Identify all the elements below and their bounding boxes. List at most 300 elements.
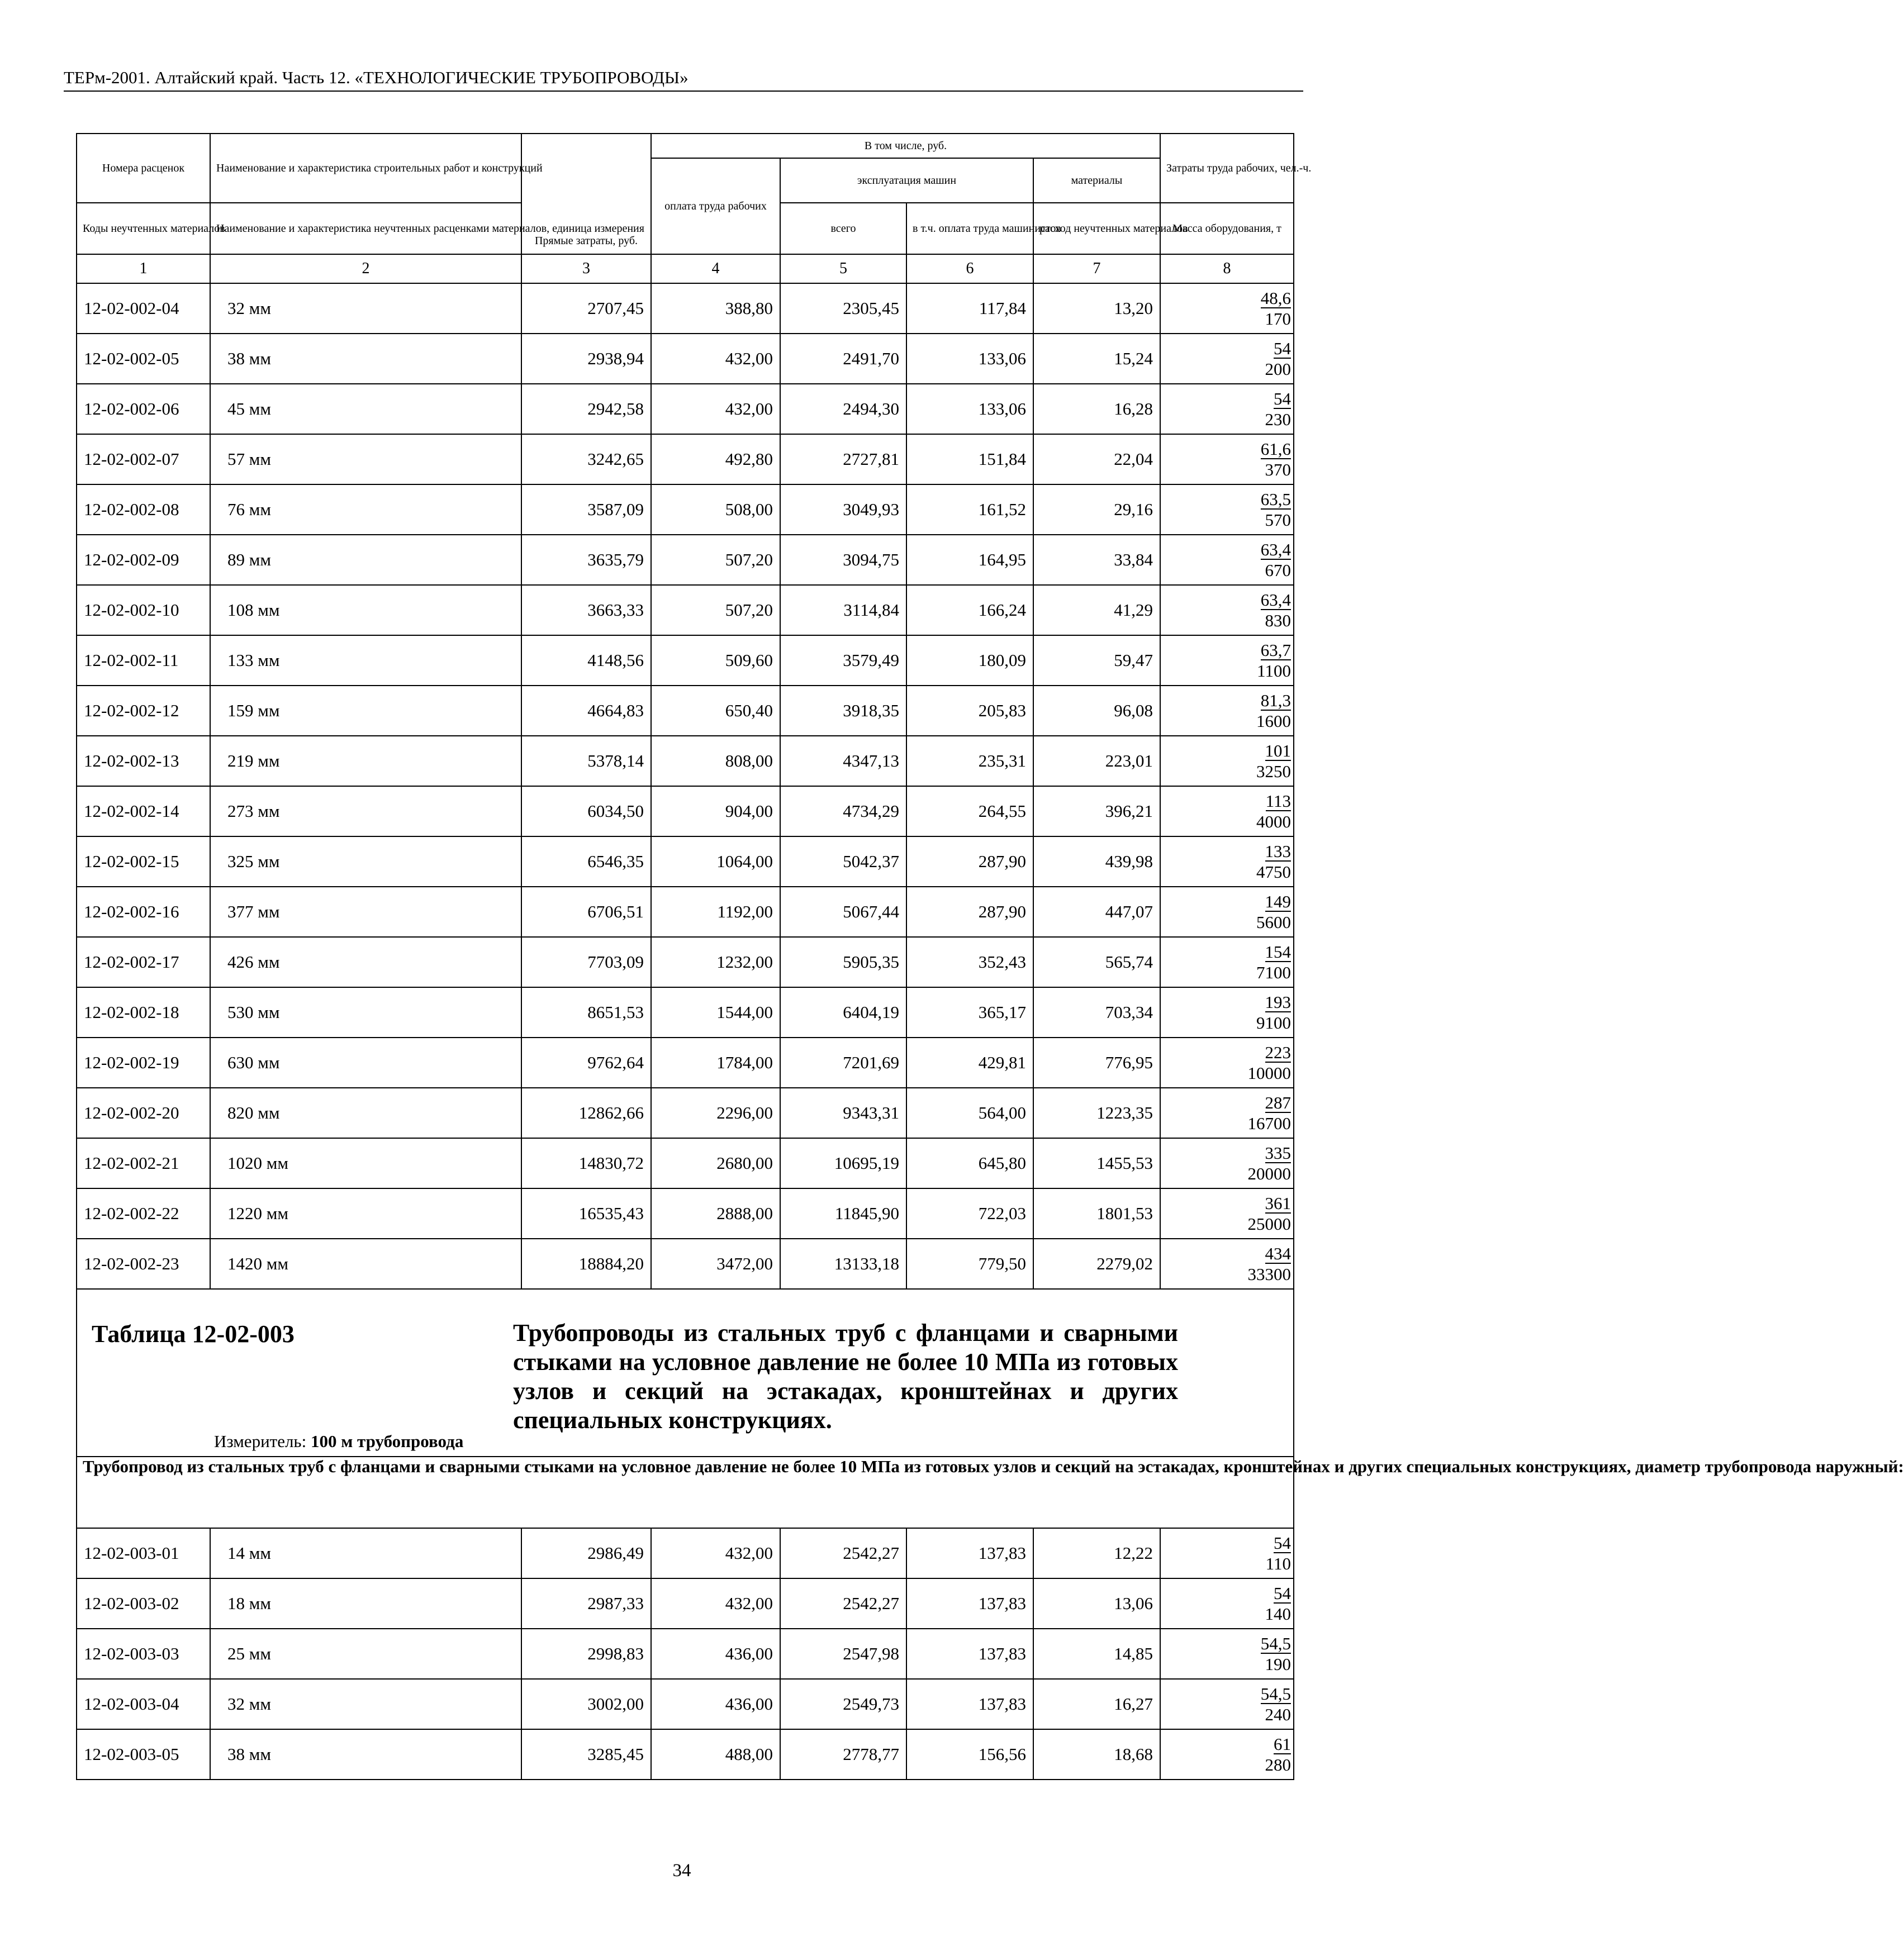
rate-code: 12-02-003-04 [77, 1679, 210, 1729]
operators-cost: 722,03 [906, 1188, 1033, 1239]
machines-cost: 11845,90 [780, 1188, 906, 1239]
table-row [77, 1679, 1294, 1729]
materials-cost: 439,98 [1033, 836, 1160, 887]
operators-cost: 235,31 [906, 736, 1033, 786]
header-col6: в т.ч. оплата труда машинистов [906, 203, 1033, 254]
labor-cost: 508,00 [651, 484, 780, 535]
labor-hours: 54 [1274, 389, 1291, 408]
labor-cost: 650,40 [651, 686, 780, 736]
materials-cost: 447,07 [1033, 887, 1160, 937]
labor-mass-fraction [1261, 491, 1291, 529]
labor-hours: 223 [1265, 1043, 1291, 1062]
labor-mass-cell [1160, 484, 1294, 535]
section-description-row [77, 1457, 1294, 1528]
work-name: 820 мм [210, 1088, 521, 1138]
work-name: 14 мм [210, 1528, 521, 1578]
machines-cost: 3049,93 [780, 484, 906, 535]
labor-mass-fraction [1256, 993, 1291, 1031]
labor-mass-fraction [1248, 1144, 1292, 1182]
labor-cost: 432,00 [651, 1578, 780, 1629]
column-numbers-row [77, 254, 1294, 283]
direct-cost: 2707,45 [521, 283, 651, 334]
labor-cost: 436,00 [651, 1679, 780, 1729]
materials-cost: 223,01 [1033, 736, 1160, 786]
labor-mass-cell [1160, 384, 1294, 434]
labor-mass-cell [1160, 937, 1294, 987]
labor-mass-fraction [1248, 1195, 1292, 1233]
labor-mass-cell [1160, 1138, 1294, 1188]
materials-cost: 776,95 [1033, 1038, 1160, 1088]
table-row [77, 1088, 1294, 1138]
operators-cost: 137,83 [906, 1528, 1033, 1578]
labor-mass-cell [1160, 1088, 1294, 1138]
labor-mass-fraction [1248, 1094, 1292, 1132]
labor-cost: 507,20 [651, 535, 780, 585]
equipment-mass: 16700 [1247, 1114, 1291, 1133]
operators-cost: 264,55 [906, 786, 1033, 836]
header-col2-bottom: Наименование и характеристика неучтенных расценками материалов, единица измерения [210, 203, 521, 254]
labor-hours: 149 [1265, 892, 1291, 911]
table-row [77, 1239, 1294, 1289]
rate-code: 12-02-002-18 [77, 987, 210, 1038]
materials-cost: 16,27 [1033, 1679, 1160, 1729]
machines-cost: 7201,69 [780, 1038, 906, 1088]
section-unit-value: 100 м трубопровода [310, 1431, 464, 1451]
labor-mass-cell [1160, 836, 1294, 887]
operators-cost: 287,90 [906, 887, 1033, 937]
materials-cost: 703,34 [1033, 987, 1160, 1038]
labor-mass-cell [1160, 1629, 1294, 1679]
machines-cost: 3094,75 [780, 535, 906, 585]
machines-cost: 2542,27 [780, 1528, 906, 1578]
labor-cost: 2680,00 [651, 1138, 780, 1188]
labor-mass-fraction [1261, 1685, 1291, 1723]
labor-mass-fraction [1266, 1534, 1291, 1572]
equipment-mass: 5600 [1256, 912, 1291, 932]
operators-cost: 205,83 [906, 686, 1033, 736]
labor-mass-fraction [1261, 541, 1291, 579]
column-number: 4 [651, 254, 780, 283]
operators-cost: 352,43 [906, 937, 1033, 987]
table-row [77, 334, 1294, 384]
operators-cost: 133,06 [906, 384, 1033, 434]
labor-hours: 61,6 [1260, 439, 1291, 459]
table-row [77, 887, 1294, 937]
table-row [77, 484, 1294, 535]
operators-cost: 117,84 [906, 283, 1033, 334]
labor-mass-cell [1160, 334, 1294, 384]
labor-mass-fraction [1261, 289, 1291, 327]
machines-cost: 2491,70 [780, 334, 906, 384]
labor-hours: 54,5 [1260, 1634, 1291, 1653]
machines-cost: 5905,35 [780, 937, 906, 987]
labor-mass-cell [1160, 283, 1294, 334]
labor-hours: 48,6 [1260, 288, 1291, 308]
labor-mass-fraction [1248, 1245, 1292, 1283]
equipment-mass: 200 [1265, 359, 1291, 379]
equipment-mass: 370 [1265, 460, 1291, 479]
labor-mass-cell [1160, 686, 1294, 736]
rate-code: 12-02-002-23 [77, 1239, 210, 1289]
column-number: 8 [1160, 254, 1294, 283]
machines-cost: 2542,27 [780, 1578, 906, 1629]
column-number: 3 [521, 254, 651, 283]
operators-cost: 365,17 [906, 987, 1033, 1038]
work-name: 45 мм [210, 384, 521, 434]
work-name: 32 мм [210, 283, 521, 334]
labor-hours: 63,5 [1260, 489, 1291, 509]
table-row [77, 283, 1294, 334]
header-row-1 [77, 134, 1294, 158]
rate-code: 12-02-002-08 [77, 484, 210, 535]
labor-hours: 54,5 [1260, 1684, 1291, 1704]
labor-hours: 193 [1265, 992, 1291, 1012]
labor-cost: 3472,00 [651, 1239, 780, 1289]
labor-mass-fraction [1261, 591, 1291, 629]
direct-cost: 7703,09 [521, 937, 651, 987]
labor-cost: 507,20 [651, 585, 780, 635]
table-row [77, 736, 1294, 786]
section-header [77, 1290, 1293, 1456]
operators-cost: 429,81 [906, 1038, 1033, 1088]
labor-cost: 436,00 [651, 1629, 780, 1679]
equipment-mass: 280 [1265, 1755, 1291, 1775]
machines-cost: 9343,31 [780, 1088, 906, 1138]
labor-mass-cell [1160, 585, 1294, 635]
table-row [77, 635, 1294, 686]
machines-cost: 3579,49 [780, 635, 906, 686]
labor-cost: 432,00 [651, 1528, 780, 1578]
table-row [77, 1729, 1294, 1780]
table-row [77, 836, 1294, 887]
equipment-mass: 9100 [1256, 1013, 1291, 1033]
labor-mass-fraction [1256, 943, 1291, 981]
operators-cost: 137,83 [906, 1578, 1033, 1629]
page-header-title: ТЕРм-2001. Алтайский край. Часть 12. «ТЕХНОЛОГИЧЕСКИЕ ТРУБОПРОВОДЫ» [64, 68, 689, 87]
machines-cost: 10695,19 [780, 1138, 906, 1188]
labor-hours: 63,4 [1260, 590, 1291, 610]
labor-cost: 1064,00 [651, 836, 780, 887]
materials-cost: 12,22 [1033, 1528, 1160, 1578]
table-row [77, 434, 1294, 484]
direct-cost: 16535,43 [521, 1188, 651, 1239]
rate-code: 12-02-003-03 [77, 1629, 210, 1679]
labor-mass-cell [1160, 1729, 1294, 1780]
equipment-mass: 670 [1265, 560, 1291, 580]
labor-cost: 432,00 [651, 384, 780, 434]
work-name: 530 мм [210, 987, 521, 1038]
equipment-mass: 830 [1265, 611, 1291, 630]
labor-cost: 1784,00 [651, 1038, 780, 1088]
equipment-mass: 140 [1265, 1604, 1291, 1624]
operators-cost: 151,84 [906, 434, 1033, 484]
labor-hours: 434 [1265, 1244, 1291, 1263]
rate-code: 12-02-002-10 [77, 585, 210, 635]
machines-cost: 6404,19 [780, 987, 906, 1038]
machines-cost: 3114,84 [780, 585, 906, 635]
rate-code: 12-02-002-04 [77, 283, 210, 334]
materials-cost: 14,85 [1033, 1629, 1160, 1679]
rate-code: 12-02-002-13 [77, 736, 210, 786]
labor-mass-cell [1160, 1038, 1294, 1088]
labor-mass-cell [1160, 1528, 1294, 1578]
labor-cost: 1544,00 [651, 987, 780, 1038]
table-row [77, 1629, 1294, 1679]
equipment-mass: 170 [1265, 309, 1291, 329]
machines-cost: 5042,37 [780, 836, 906, 887]
machines-cost: 2549,73 [780, 1679, 906, 1729]
section-header-row [77, 1289, 1294, 1457]
work-name: 630 мм [210, 1038, 521, 1088]
labor-mass-fraction [1256, 843, 1291, 881]
equipment-mass: 25000 [1247, 1214, 1291, 1234]
machines-cost: 4347,13 [780, 736, 906, 786]
labor-mass-cell [1160, 786, 1294, 836]
labor-mass-fraction [1256, 692, 1291, 730]
machines-cost: 2305,45 [780, 283, 906, 334]
materials-cost: 13,20 [1033, 283, 1160, 334]
materials-cost: 1223,35 [1033, 1088, 1160, 1138]
materials-cost: 29,16 [1033, 484, 1160, 535]
direct-cost: 3587,09 [521, 484, 651, 535]
labor-mass-cell [1160, 535, 1294, 585]
labor-cost: 1192,00 [651, 887, 780, 937]
direct-cost: 2998,83 [521, 1629, 651, 1679]
operators-cost: 137,83 [906, 1679, 1033, 1729]
labor-mass-fraction [1261, 1635, 1291, 1673]
labor-cost: 509,60 [651, 635, 780, 686]
labor-cost: 808,00 [651, 736, 780, 786]
labor-hours: 113 [1265, 791, 1291, 811]
labor-hours: 63,4 [1260, 540, 1291, 559]
equipment-mass: 230 [1265, 410, 1291, 429]
labor-mass-cell [1160, 736, 1294, 786]
labor-mass-fraction [1257, 641, 1291, 679]
materials-cost: 13,06 [1033, 1578, 1160, 1629]
work-name: 38 мм [210, 334, 521, 384]
rate-code: 12-02-003-05 [77, 1729, 210, 1780]
header-col1-bottom: Коды неучтенных материалов [77, 203, 210, 254]
labor-hours: 54 [1274, 1533, 1291, 1553]
table-row [77, 1528, 1294, 1578]
materials-cost: 59,47 [1033, 635, 1160, 686]
direct-cost: 3002,00 [521, 1679, 651, 1729]
rate-code: 12-02-002-07 [77, 434, 210, 484]
direct-cost: 9762,64 [521, 1038, 651, 1088]
labor-hours: 133 [1265, 841, 1291, 861]
labor-cost: 2888,00 [651, 1188, 780, 1239]
labor-hours: 61 [1274, 1734, 1291, 1754]
labor-hours: 63,7 [1260, 640, 1291, 660]
equipment-mass: 4750 [1256, 862, 1291, 882]
materials-cost: 22,04 [1033, 434, 1160, 484]
direct-cost: 6706,51 [521, 887, 651, 937]
table-row [77, 987, 1294, 1038]
header-col8-top: Затраты труда рабочих, чел.-ч. [1160, 134, 1294, 203]
rates-table [76, 133, 1904, 1780]
table-row [77, 384, 1294, 434]
labor-hours: 154 [1265, 942, 1291, 962]
work-name: 25 мм [210, 1629, 521, 1679]
labor-mass-cell [1160, 635, 1294, 686]
work-name: 273 мм [210, 786, 521, 836]
direct-cost: 18884,20 [521, 1239, 651, 1289]
machines-cost: 13133,18 [780, 1239, 906, 1289]
direct-cost: 6034,50 [521, 786, 651, 836]
machines-cost: 2547,98 [780, 1629, 906, 1679]
equipment-mass: 33300 [1247, 1264, 1291, 1284]
labor-mass-fraction [1265, 1585, 1292, 1623]
section-description: Трубопровод из стальных труб с фланцами и сварными стыками на условное давление не более 10 МПа из готовых узлов и секций на эстакадах, кронштейнах и других специальных конструкциях, диаметр трубопровода наружный: [77, 1457, 1294, 1528]
work-name: 426 мм [210, 937, 521, 987]
equipment-mass: 20000 [1247, 1164, 1291, 1183]
materials-cost: 565,74 [1033, 937, 1160, 987]
labor-mass-cell [1160, 887, 1294, 937]
labor-hours: 101 [1265, 741, 1291, 760]
column-number: 5 [780, 254, 906, 283]
direct-cost: 2986,49 [521, 1528, 651, 1578]
machines-cost: 5067,44 [780, 887, 906, 937]
labor-cost: 388,80 [651, 283, 780, 334]
equipment-mass: 7100 [1256, 963, 1291, 982]
direct-cost: 5378,14 [521, 736, 651, 786]
labor-mass-fraction [1256, 893, 1291, 931]
labor-mass-cell [1160, 987, 1294, 1038]
operators-cost: 166,24 [906, 585, 1033, 635]
operators-cost: 564,00 [906, 1088, 1033, 1138]
equipment-mass: 4000 [1256, 812, 1291, 831]
table-row [77, 937, 1294, 987]
work-name: 57 мм [210, 434, 521, 484]
header-group-machines: эксплуатация машин [780, 158, 1033, 203]
labor-mass-fraction [1265, 340, 1292, 378]
header-col7-top: материалы [1033, 158, 1160, 203]
operators-cost: 645,80 [906, 1138, 1033, 1188]
table-row [77, 786, 1294, 836]
machines-cost: 2494,30 [780, 384, 906, 434]
rate-code: 12-02-002-09 [77, 535, 210, 585]
rate-code: 12-02-003-01 [77, 1528, 210, 1578]
operators-cost: 133,06 [906, 334, 1033, 384]
equipment-mass: 570 [1265, 510, 1291, 530]
labor-cost: 904,00 [651, 786, 780, 836]
table-row [77, 1138, 1294, 1188]
labor-hours: 81,3 [1260, 691, 1291, 710]
direct-cost: 3285,45 [521, 1729, 651, 1780]
rate-code: 12-02-002-20 [77, 1088, 210, 1138]
labor-cost: 2296,00 [651, 1088, 780, 1138]
table-row [77, 535, 1294, 585]
section-label: Таблица 12-02-003 [92, 1320, 295, 1348]
machines-cost: 2778,77 [780, 1729, 906, 1780]
header-col2-top: Наименование и характеристика строительных работ и конструкций [210, 134, 521, 203]
rate-code: 12-02-002-05 [77, 334, 210, 384]
equipment-mass: 110 [1265, 1554, 1291, 1573]
labor-hours: 361 [1265, 1193, 1291, 1213]
direct-cost: 3635,79 [521, 535, 651, 585]
work-name: 108 мм [210, 585, 521, 635]
work-name: 377 мм [210, 887, 521, 937]
page-header [64, 66, 1303, 92]
column-number: 6 [906, 254, 1033, 283]
materials-cost: 33,84 [1033, 535, 1160, 585]
labor-mass-cell [1160, 434, 1294, 484]
direct-cost: 3663,33 [521, 585, 651, 635]
work-name: 1020 мм [210, 1138, 521, 1188]
labor-hours: 287 [1265, 1093, 1291, 1112]
labor-cost: 488,00 [651, 1729, 780, 1780]
materials-cost: 16,28 [1033, 384, 1160, 434]
equipment-mass: 190 [1265, 1654, 1291, 1674]
rate-code: 12-02-002-06 [77, 384, 210, 434]
page-number: 34 [672, 1861, 691, 1881]
equipment-mass: 1100 [1257, 661, 1291, 681]
section-unit [214, 1431, 463, 1452]
direct-cost: 4664,83 [521, 686, 651, 736]
operators-cost: 156,56 [906, 1729, 1033, 1780]
equipment-mass: 3250 [1256, 762, 1291, 781]
rate-code: 12-02-002-15 [77, 836, 210, 887]
labor-mass-cell [1160, 1239, 1294, 1289]
materials-cost: 1455,53 [1033, 1138, 1160, 1188]
rate-code: 12-02-002-19 [77, 1038, 210, 1088]
labor-mass-cell [1160, 1679, 1294, 1729]
section-title: Трубопроводы из стальных труб с фланцами и сварными стыками на условное давление не более 10 МПа из готовых узлов и секций на эстакадах, кронштейнах и других специальных конструкциях. [513, 1319, 1178, 1434]
operators-cost: 779,50 [906, 1239, 1033, 1289]
operators-cost: 287,90 [906, 836, 1033, 887]
work-name: 1420 мм [210, 1239, 521, 1289]
labor-cost: 492,80 [651, 434, 780, 484]
operators-cost: 164,95 [906, 535, 1033, 585]
materials-cost: 2279,02 [1033, 1239, 1160, 1289]
materials-cost: 18,68 [1033, 1729, 1160, 1780]
equipment-mass: 240 [1265, 1705, 1291, 1724]
labor-mass-fraction [1265, 1735, 1292, 1773]
labor-cost: 432,00 [651, 334, 780, 384]
header-group-main: В том числе, руб. [651, 134, 1160, 158]
table-row [77, 1188, 1294, 1239]
operators-cost: 161,52 [906, 484, 1033, 535]
labor-mass-fraction [1261, 440, 1291, 478]
header-col4: оплата труда рабочих [651, 158, 780, 254]
machines-cost: 2727,81 [780, 434, 906, 484]
materials-cost: 41,29 [1033, 585, 1160, 635]
labor-hours: 335 [1265, 1143, 1291, 1163]
equipment-mass: 1600 [1256, 711, 1291, 731]
rate-code: 12-02-002-12 [77, 686, 210, 736]
labor-mass-fraction [1256, 792, 1291, 830]
direct-cost: 8651,53 [521, 987, 651, 1038]
direct-cost: 2942,58 [521, 384, 651, 434]
direct-cost: 14830,72 [521, 1138, 651, 1188]
column-number: 7 [1033, 254, 1160, 283]
equipment-mass: 10000 [1247, 1063, 1291, 1083]
labor-cost: 1232,00 [651, 937, 780, 987]
work-name: 219 мм [210, 736, 521, 786]
machines-cost: 4734,29 [780, 786, 906, 836]
table-row [77, 585, 1294, 635]
work-name: 76 мм [210, 484, 521, 535]
work-name: 32 мм [210, 1679, 521, 1729]
labor-mass-cell [1160, 1578, 1294, 1629]
machines-cost: 3918,35 [780, 686, 906, 736]
direct-cost: 12862,66 [521, 1088, 651, 1138]
operators-cost: 137,83 [906, 1629, 1033, 1679]
direct-cost: 3242,65 [521, 434, 651, 484]
table-row [77, 1578, 1294, 1629]
labor-mass-fraction [1265, 390, 1292, 428]
column-number: 2 [210, 254, 521, 283]
